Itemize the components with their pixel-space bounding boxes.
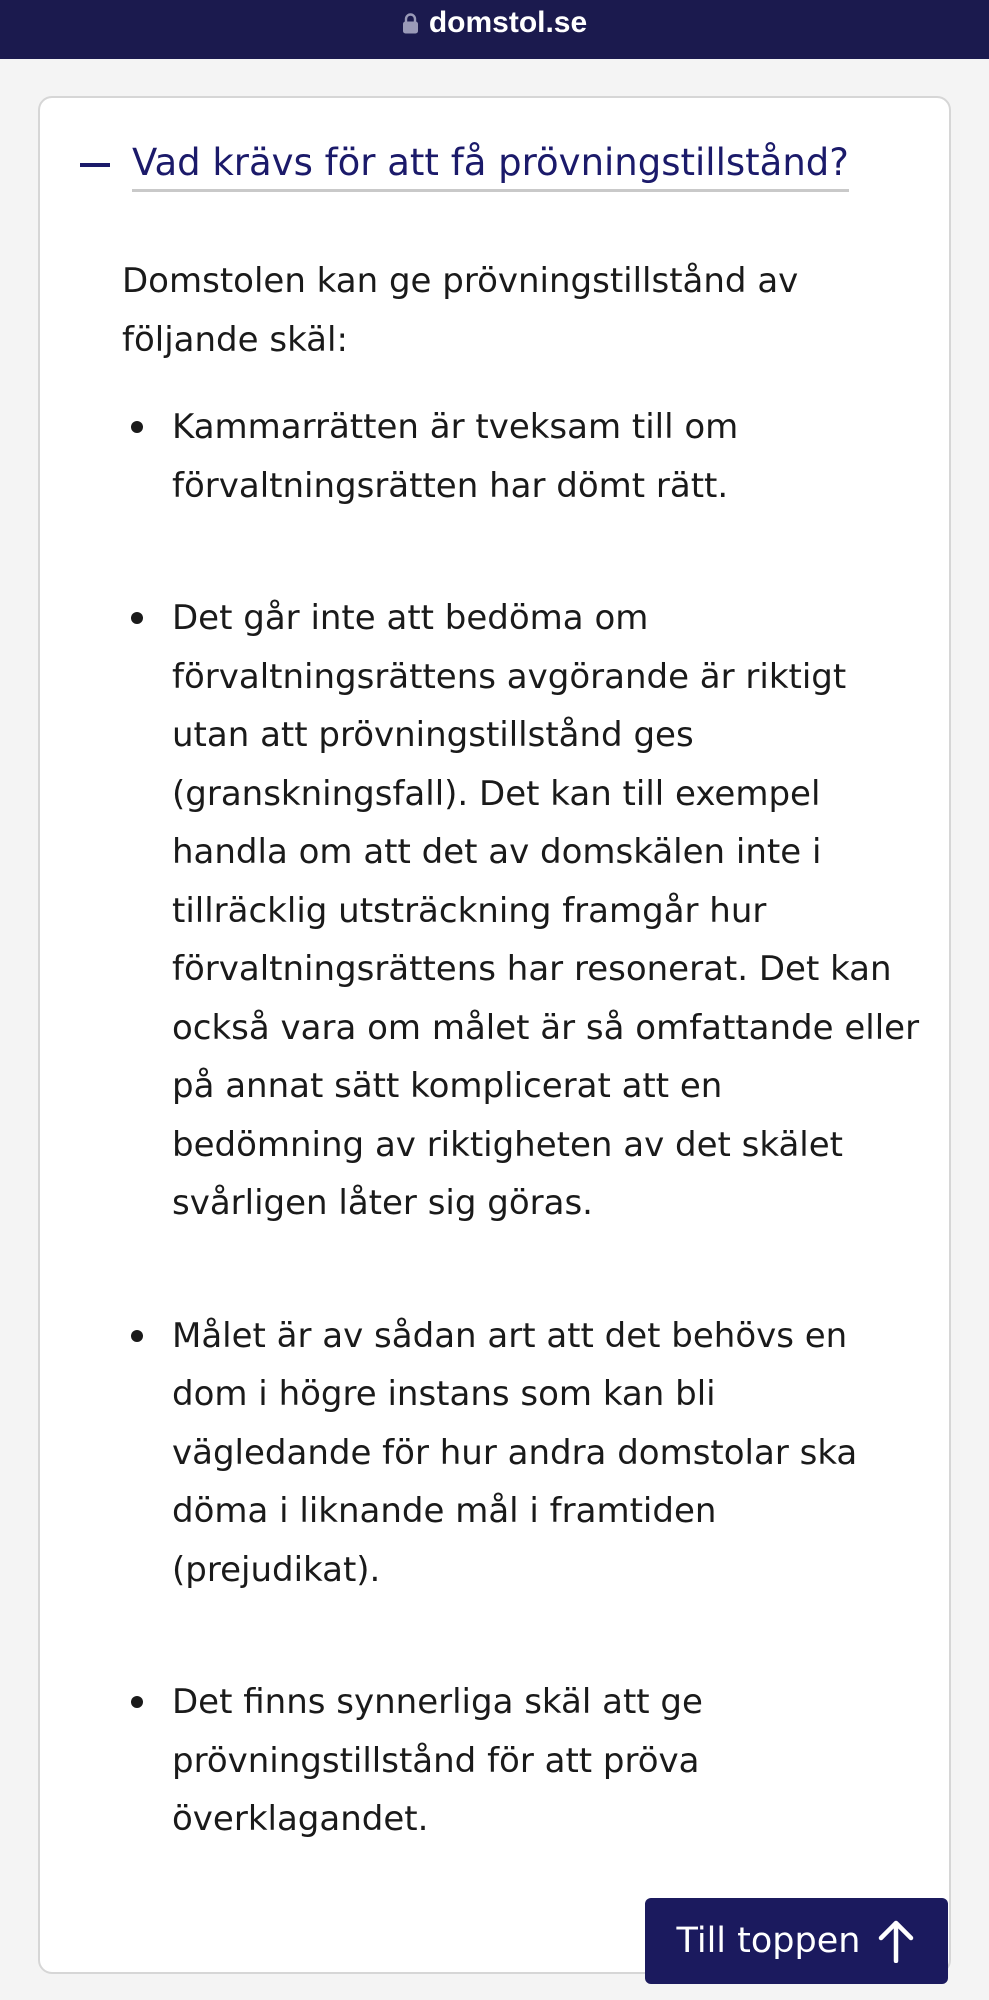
- url-display[interactable]: [402, 6, 587, 40]
- arrow-up-icon: [876, 1919, 916, 1963]
- list-item: [122, 589, 922, 1233]
- intro-text: Domstolen kan ge prövningstillstånd av följande skäl:: [122, 261, 799, 360]
- to-top-label: Till toppen: [676, 1921, 861, 1961]
- list-item-text: Målet är av sådan art att det behövs en dom i högre instans som kan bli vägledande för hur andra domstolar ska döma i liknande mål i framtiden (prejudikat).: [172, 1315, 858, 1590]
- accordion-title[interactable]: Vad krävs för att få prövningstillstånd?: [132, 138, 849, 192]
- to-top-button[interactable]: [645, 1898, 948, 1984]
- browser-url-bar[interactable]: [0, 0, 989, 59]
- bullet-icon: [131, 1696, 143, 1708]
- minus-icon[interactable]: [80, 163, 110, 167]
- list-item: [122, 398, 922, 515]
- bullet-icon: [131, 612, 143, 624]
- url-text: domstol.se: [428, 6, 588, 39]
- list-item-text: Kammarrätten är tveksam till om förvaltningsrätten har dömt rätt.: [172, 407, 739, 506]
- bullet-icon: [131, 1330, 143, 1342]
- accordion-header[interactable]: [80, 138, 849, 192]
- accordion-panel: [38, 96, 951, 1974]
- reasons-list: [122, 398, 922, 1849]
- lock-icon: [402, 12, 419, 34]
- list-item: [122, 1307, 922, 1600]
- list-item: [122, 1673, 922, 1849]
- bullet-icon: [131, 421, 143, 433]
- list-item-text: Det finns synnerliga skäl att ge prövningstillstånd för att pröva överklagandet.: [172, 1682, 703, 1839]
- list-item-text: Det går inte att bedöma om förvaltningsrättens avgörande är riktigt utan att prövningstillstånd ges (granskningsfall). Det kan till exempel handla om att det av domskälen inte i tillräcklig utsträckning framgår hur förvaltningsrättens har resonerat. Det kan också vara om målet är så omfattande eller på annat sätt komplicerat att en bedömning av riktigheten av det skälet svårligen låter sig göras.: [172, 598, 920, 1223]
- accordion-content: [122, 252, 922, 1849]
